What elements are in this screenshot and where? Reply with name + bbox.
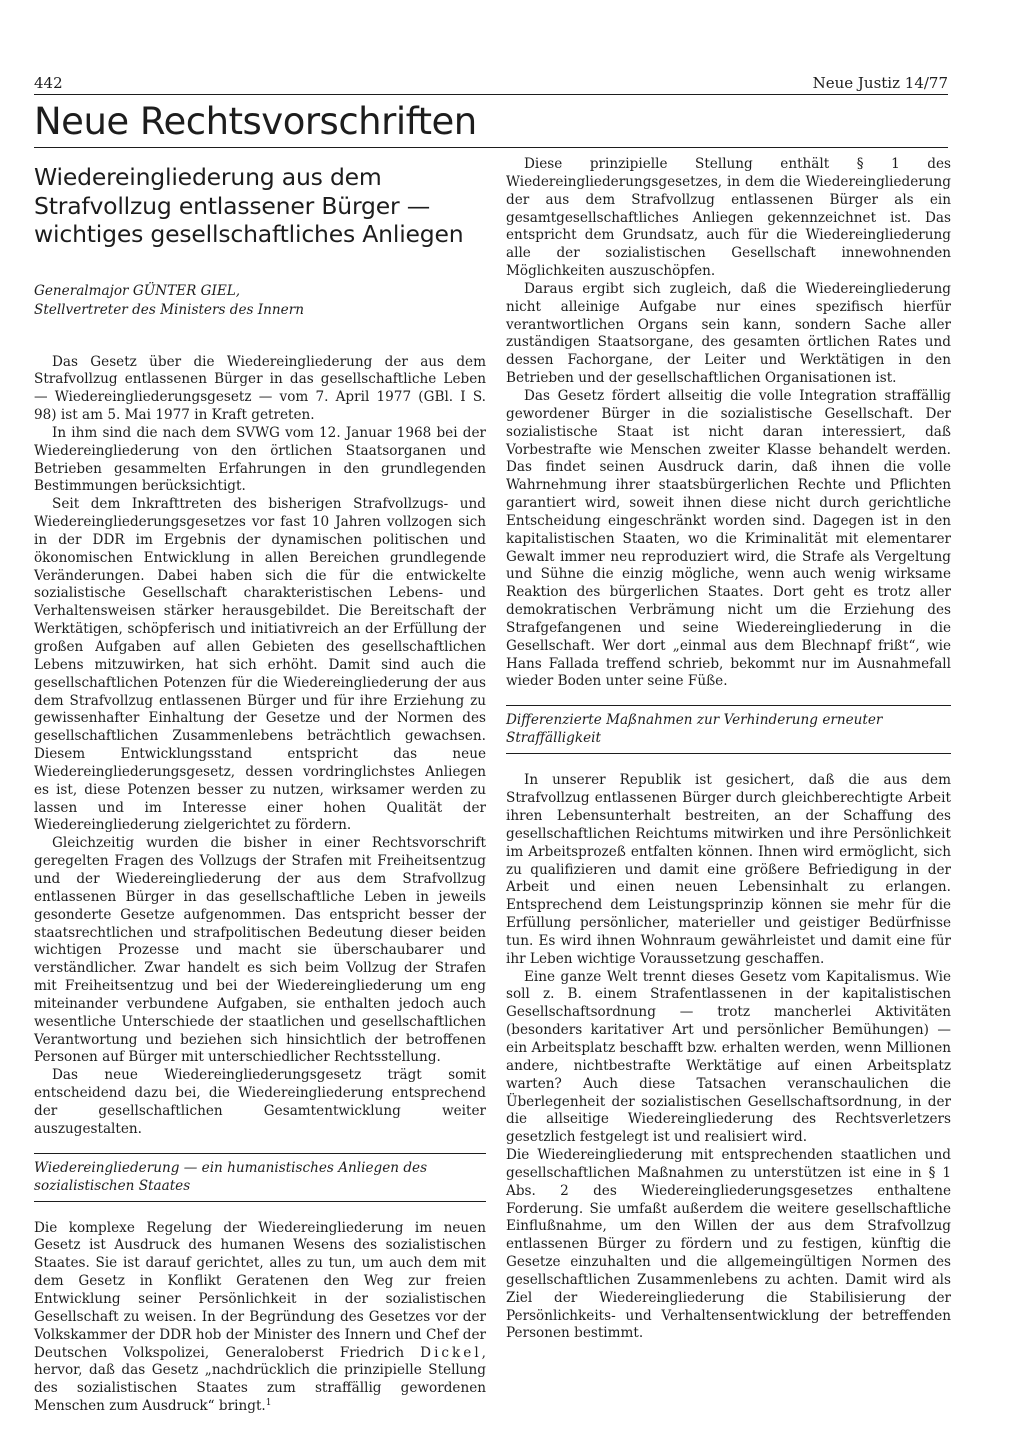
paragraph: Seit dem Inkrafttreten des bisherigen Strafvollzugs- und Wiedereingliederungsgesetzes vor fast 10 Jahren vollzogen sich in der DDR im Ergebnis der dynamischen politischen und ökonomischen Entwicklung in allen Bereichen grundlegende Veränderungen. Dabei haben sich die für die entwickelte sozialistische Gesellschaft charakteristischen Lebens- und Verhaltensweisen stärker herausgebildet. Die Bereitschaft der Werktätigen, schöpferisch und initiativreich an der Erfüllung der großen Aufgaben auf allen Gebieten des gesellschaftlichen Lebens mitzuwirken, hat sich erhöht. Damit sind auch die gesellschaftlichen Potenzen für die Wiedereingliederung der aus dem Strafvollzug entlassenen Bürger und für ihre Erziehung zu gewissenhafter Einhaltung der Gesetze und der Normen des gesellschaftlichen Zusammenlebens beträchtlich gewachsen. Diesem Entwicklungsstand entspricht das neue Wiedereingliederungsgesetz, dessen vordringlichstes Anliegen es ist, diese Potenzen besser zu nutzen, wirksamer werden zu lassen und im Interesse einer hohen Qualität der Wiedereingliederung zielgerichtet zu fördern. (34, 496, 486, 834)
subhead-box (506, 705, 951, 754)
paragraph: Das Gesetz fördert allseitig die volle Integration straffällig gewordener Bürger in die sozialistische Gesellschaft. Der sozialistische Staat ist nicht daran interessiert, daß Vorbestrafte wie Menschen zweiter Klasse behandelt werden. Das findet seinen Ausdruck darin, daß ihnen die volle Wahrnehmung ihrer staatsbürgerlichen Rechte und Pflichten garantiert wird, soweit ihnen diese nicht durch gerichtliche Entscheidung eingeschränkt worden sind. Dagegen ist in den kapitalistischen Staaten, wo die Kriminalität mit elementarer Gewalt immer neu reproduziert wird, die Strafe als Vergeltung und Sühne die einzig mögliche, wenn auch wenig wirksame Reaktion des bürgerlichen Staates. Dort geht es trotz aller demokratischen Verbrämung nicht um die Erziehung des Strafgefangenen und seine Wiedereingliederung in die Gesellschaft. Wer dort „einmal aus dem Blechnapf frißt“, wie Hans Fallada treffend schrieb, bekommt nur im Ausnahmefall wieder Boden unter seine Füße. (506, 387, 951, 690)
journal-issue: Neue Justiz 14/77 (812, 74, 948, 92)
paragraph-continued (34, 1220, 486, 1416)
spaced-name: Dickel (420, 1344, 482, 1361)
paragraph: Das neue Wiedereingliederungsgesetz trägt somit entscheidend dazu bei, die Wiedereingliederung entsprechend der gesellschaftlichen Gesamtentwicklung weiter auszugestalten. (34, 1067, 486, 1137)
right-column (506, 156, 951, 1343)
paragraph-text: , hervor, daß das Gesetz „nachdrücklich die prinzipielle Stellung des sozialistischen Staates zum straffällig gewordenen Menschen zum Ausdruck“ bringt. (34, 1344, 486, 1415)
paragraph: Daraus ergibt sich zugleich, daß die Wiedereingliederung nicht alleinige Aufgabe nur eines spezifisch hierfür verantwortlichen Organs sein kann, sondern Sache aller zuständigen Staatsorgane, des gesamten örtlichen Rates und dessen Fachorgane, der Leiter und Werktätigen in den Betrieben und der gesellschaftlichen Organisationen ist. (506, 280, 951, 387)
subhead-box (34, 1153, 486, 1202)
article-title: Wiedereingliederung aus dem Strafvollzug entlassener Bürger — wichtiges gesellschaftliches Anliegen (34, 163, 464, 248)
paragraph: Das Gesetz über die Wiedereingliederung der aus dem Strafvollzug entlassenen Bürger in das gesellschaftliche Leben — Wiedereingliederungsgesetz — vom 7. April 1977 (GBl. I S. 98) ist am 5. Mai 1977 in Kraft getreten. (34, 353, 486, 424)
paragraph-text: Die komplexe Regelung der Wiedereingliederung im neuen Gesetz ist Ausdruck des humanen Wesens des sozialistischen Staates. Sie ist darauf gerichtet, alles zu tun, um auch dem mit dem Gesetz in Konflikt Geratenen den Weg zur freien Entwicklung seiner Persönlichkeit in der sozialistischen Gesellschaft zu weisen. In der Begründung des Gesetzes vor der Volkskammer der DDR hob der Minister des Innern und Chef der Deutschen Volkspolizei, Generaloberst Friedrich (34, 1219, 486, 1361)
paragraph: Gleichzeitig wurden die bisher in einer Rechtsvorschrift geregelten Fragen des Vollzugs der Strafen mit Freiheitsentzug und der Wiedereingliederung der aus dem Strafvollzug entlassenen Bürger in das gesellschaftliche Leben in jeweils gesonderte Gesetze aufgenommen. Das entspricht besser der staatsrechtlichen und strafpolitischen Bedeutung dieser beiden wichtigen Prozesse und macht sie überschaubarer und verständlicher. Zwar handelt es sich beim Vollzug der Strafen mit Freiheitsentzug und bei der Wiedereingliederung um eng miteinander verbundene Aufgaben, sie enthalten jedoch auch wesentliche Unterschiede der staatlichen und gesellschaftlichen Verantwortung und beziehen sich hinsichtlich der betroffenen Personen auf Bürger mit unterschiedlicher Rechtsstellung. (34, 835, 486, 1066)
author-role: Stellvertreter des Ministers des Innern (34, 301, 304, 318)
subhead-humanistic: Wiedereingliederung — ein humanistisches Anliegen des sozialistischen Staates (34, 1159, 428, 1194)
footnote-ref: 1 (265, 1398, 272, 1409)
header-rule (34, 94, 948, 95)
page-number: 442 (34, 74, 63, 92)
section-title-rule (34, 147, 948, 148)
author-name: Generalmajor GÜNTER GIEL, (34, 282, 241, 299)
paragraph: Eine ganze Welt trennt dieses Gesetz vom Kapitalismus. Wie soll z. B. einem Strafentlassenen in der kapitalistischen Gesellschaftsordnung — trotz mancherlei Aktivitäten (besonders karitativer Art und persönlicher Bemühungen) — ein Arbeitsplatz beschafft bzw. erhalten werden, wenn Millionen andere, nichtbestrafte Werktätige auf einen Arbeitsplatz warten? Auch diese Tatsachen veranschaulichen die Überlegenheit der sozialistischen Gesellschaftsordnung, in der die allseitige Wiedereingliederung des Rechtsverletzers gesetzlich festgelegt ist und realisiert wird. (506, 968, 951, 1146)
subhead-measures: Differenzierte Maßnahmen zur Verhinderung erneuter Straffälligkeit (506, 712, 883, 747)
paragraph: Diese prinzipielle Stellung enthält § 1 des Wiedereingliederungsgesetzes, in dem die Wiedereingliederung der aus dem Strafvollzug entlassenen Bürger als ein gesamtgesellschaftliches Anliegen gekennzeichnet ist. Das entspricht dem Grundsatz, auch für die Wiedereingliederung alle der sozialistischen Gesellschaft innewohnenden Möglichkeiten auszuschöpfen. (506, 156, 951, 280)
section-title: Neue Rechtsvorschriften (34, 100, 477, 143)
paragraph: In unserer Republik ist gesichert, daß die aus dem Strafvollzug entlassenen Bürger durch gleichberechtigte Arbeit ihren Lebensunterhalt bestreiten, an der Schaffung des gesellschaftlichen Reichtums mitwirken und ihre Persönlichkeit im Arbeitsprozeß entfalten können. Ihnen wird ermöglicht, sich zu qualifizieren und damit eine größere Befriedigung in der Arbeit und einen neuen Lebensinhalt zu erlangen. Entsprechend dem Leistungsprinzip können sie mehr für die Erfüllung persönlicher, materieller und geistiger Bedürfnisse tun. Es wird ihnen Wohnraum gewährleistet und damit eine für ihr Leben wichtige Voraussetzung geschaffen. (506, 772, 951, 967)
left-column (34, 157, 486, 1416)
paragraph: In ihm sind die nach dem SVWG vom 12. Januar 1968 bei der Wiedereingliederung von den örtlichen Staatsorganen und Betrieben gesammelten Erfahrungen in den grundlegenden Bestimmungen berücksichtigt. (34, 424, 486, 495)
paragraph: Die Wiedereingliederung mit entsprechenden staatlichen und gesellschaftlichen Maßnahmen zu unterstützen ist eine in § 1 Abs. 2 des Wiedereingliederungsgesetzes enthaltene Forderung. Sie umfaßt außerdem die weitere gesellschaftliche Einflußnahme, um den Willen der aus dem Strafvollzug entlassenen Bürger zu fördern und zu festigen, künftig die Gesetze einzuhalten und die allgemeingültigen Normen des gesellschaftlichen Zusammenlebens zu achten. Damit wird als Ziel der Wiedereingliederung die Stabilisierung der Persönlichkeits- und Verhaltensentwicklung der betreffenden Personen bestimmt. (506, 1147, 951, 1342)
